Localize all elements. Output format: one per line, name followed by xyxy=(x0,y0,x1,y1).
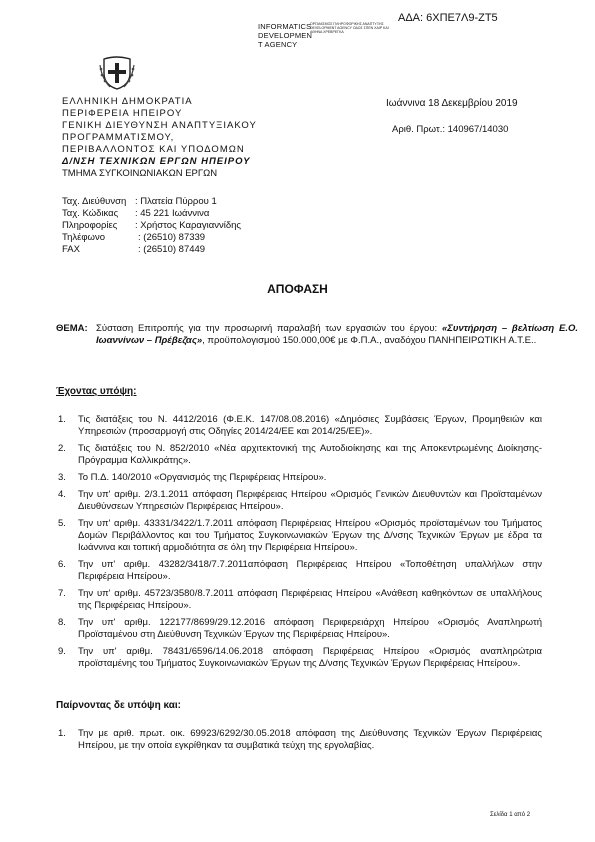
protocol-number: Αριθ. Πρωτ.: 140967/14030 xyxy=(392,124,509,135)
subject-text-end: , προϋπολογισμού 150.000,00€ με Φ.Π.Α., αναδόχου ΠΑΝΗΠΕΙΡΩΤΙΚΗ Α.Τ.Ε.. xyxy=(202,335,537,346)
additional-considerations-list xyxy=(56,728,542,757)
item-number: 6. xyxy=(58,559,66,570)
header-directorate: Δ/ΝΣΗ ΤΕΧΝΙΚΩΝ ΕΡΓΩΝ ΗΠΕΙΡΟΥ xyxy=(62,156,251,167)
address-label: Ταχ. Διεύθυνση xyxy=(62,196,127,207)
item-number: 7. xyxy=(58,588,66,599)
fax-label: FAX xyxy=(62,244,80,255)
address-value: : Πλατεία Πύρρου 1 xyxy=(135,196,217,207)
logo-line-1: INFORMATICS xyxy=(258,22,312,31)
phone-value: : (26510) 87339 xyxy=(138,232,206,243)
list-item xyxy=(56,588,542,612)
ada-code: ΑΔΑ: 6ΧΠΕ7Λ9-ΖΤ5 xyxy=(398,12,498,24)
subject-text-start: Σύσταση Επιτροπής για την προσωρινή παραλαβή των εργασιών του έργου: xyxy=(96,323,442,334)
item-number: 2. xyxy=(58,443,66,454)
info-contact-value: : Χρήστος Καραγιαννίδης xyxy=(135,220,242,231)
item-number: 8. xyxy=(58,617,66,628)
logo-line-2: DEVELOPMEN xyxy=(258,31,313,40)
info-contact-label: Πληροφορίες xyxy=(62,220,118,231)
item-text: Την υπ' αριθμ. 43331/3422/1.7.2011 απόφαση Περιφέρειας Ηπείρου «Ορισμός προϊσταμένων του Τμήματος Δομών Περιβάλλοντος και του Τμήματος Συγκοινωνιακών Έργων της Δ/νσης Τεχνικών Έργων με έδρα τα Ιωάννινα και τοπική αρμοδιότητα σε όλη την Περιφέρεια Ηπείρου». xyxy=(78,518,542,553)
item-number: 9. xyxy=(58,646,66,657)
header-region: ΠΕΡΙΦΕΡΕΙΑ ΗΠΕΙΡΟΥ xyxy=(62,108,183,119)
list-item xyxy=(56,518,542,554)
item-number: 5. xyxy=(58,518,66,529)
fax-value: : (26510) 87449 xyxy=(138,244,206,255)
header-general-directorate: ΓΕΝΙΚΗ ΔΙΕΥΘΥΝΣΗ ΑΝΑΠΤΥΞΙΑΚΟΥ xyxy=(62,120,257,131)
considering-heading: Έχοντας υπόψη: xyxy=(56,386,137,397)
document-title: ΑΠΟΦΑΣΗ xyxy=(267,282,328,296)
greek-emblem-icon xyxy=(98,55,136,91)
header-environment: ΠΕΡΙΒΑΛΛΟΝΤΟΣ ΚΑΙ ΥΠΟΔΟΜΩΝ xyxy=(62,144,245,155)
list-item xyxy=(56,472,542,484)
list-item xyxy=(56,414,542,438)
header-programming: ΠΡΟΓΡΑΜΜΑΤΙΣΜΟΥ, xyxy=(62,132,175,143)
logo-line-3: T AGENCY xyxy=(258,40,298,49)
header-department: ΤΜΗΜΑ ΣΥΓΚΟΙΝΩΝΙΑΚΩΝ ΕΡΓΩΝ xyxy=(62,168,218,179)
item-text: Το Π.Δ. 140/2010 «Οργανισμός της Περιφέρειας Ηπείρου». xyxy=(78,472,327,483)
phone-label: Τηλέφωνο xyxy=(62,232,105,243)
item-text: Την υπ' αριθμ. 45723/3580/8.7.2011 απόφαση Περιφέρειας Ηπείρου «Ανάθεση καθηκόντων σε υπαλλήλους της Περιφέρειας Ηπείρου». xyxy=(78,588,542,611)
page-number: Σελίδα 1 από 2 xyxy=(490,812,531,818)
item-number: 3. xyxy=(58,472,66,483)
list-item xyxy=(56,646,542,670)
list-item xyxy=(56,559,542,583)
logo-small-text: ΟΡΓΑΝΙΣΜΟΣ ΠΛΗΡΟΦΟΡΙΚΗΣ ΑΝΑΠΤΥΞΗΣ DEVELOPMENT AGENCY ΟΔΟΣ ΣΠΕΝ ΧΑΙΡ ΚΑΙ ΑΘΗΝΑ ΧΡΕΒΡΕΓΚΑ xyxy=(310,22,389,34)
item-text: Την υπ' αριθμ. 43282/3418/7.7.2011απόφαση Περιφέρειας Ηπείρου «Τοποθέτηση υπαλλήλων στην Περιφέρεια Ηπείρου». xyxy=(78,559,542,582)
document-date: Ιωάννινα 18 Δεκεμβρίου 2019 xyxy=(386,98,518,109)
item-text: Τις διατάξεις του Ν. 4412/2016 (Φ.Ε.Κ. 147/08.08.2016) «Δημόσιες Συμβάσεις Έργων, Προμηθειών και Υπηρεσιών (προσαρμογή στις Οδηγίες 2014/24/ΕΕ και 2014/25/ΕΕ)». xyxy=(78,414,542,437)
item-text: Την υπ' αριθμ. 2/3.1.2011 απόφαση Περιφέρειας Ηπείρου «Ορισμός Γενικών Διευθυντών και Προϊσταμένων Διευθύνσεων Υπηρεσιών Περιφέρειας Ηπείρου». xyxy=(78,489,542,512)
item-number: 1. xyxy=(58,414,66,425)
contact-block xyxy=(0,196,595,266)
taking-into-account-heading: Παίρνοντας δε υπόψη και: xyxy=(56,700,181,711)
postal-code-value: : 45 221 Ιωάννινα xyxy=(135,208,210,219)
item-text: Την υπ' αριθμ. 122177/8699/29.12.2016 απόφαση Περιφερειάρχη Ηπείρου «Ορισμός Αναπληρωτή Προϊσταμένου στη Διεύθυνση Τεχνικών Έργων της Περιφέρειας Ηπείρου». xyxy=(78,617,542,640)
list-item xyxy=(56,617,542,641)
list-item xyxy=(56,728,542,752)
informatics-agency-logo xyxy=(258,22,398,62)
list-item xyxy=(56,443,542,467)
list-item xyxy=(56,489,542,513)
item-text: Την υπ' αριθμ. 78431/6596/14.06.2018 απόφαση Περιφέρειας Ηπείρου «Ορισμός αναπληρώτρια προϊσταμένης του Τμήματος Συγκοινωνιακών Έργων της Δ/νσης Τεχνικών Έργων Περιφέρειας Ηπείρου». xyxy=(78,646,542,669)
item-text: Τις διατάξεις του Ν. 852/2010 «Νέα αρχιτεκτονική της Αυτοδιοίκησης και της Αποκεντρωμένης Διοίκησης- Πρόγραμμα Καλλικράτης». xyxy=(78,443,542,466)
subject-text xyxy=(96,323,578,347)
considerations-list xyxy=(56,414,542,675)
subject-block xyxy=(56,323,580,363)
item-text: Την με αριθ. πρωτ. οικ. 69923/6292/30.05.2018 απόφαση της Διεύθυνσης Τεχνικών Έργων Περιφέρειας Ηπείρου, με την οποία εγκρίθηκαν τα συμβατικά τεύχη της εργολαβίας. xyxy=(78,728,542,751)
header-country: ΕΛΛΗΝΙΚΗ ΔΗΜΟΚΡΑΤΙΑ xyxy=(62,96,193,107)
item-number: 4. xyxy=(58,489,66,500)
postal-code-label: Ταχ. Κώδικας xyxy=(62,208,119,219)
subject-label: ΘΕΜΑ: xyxy=(56,323,88,334)
project-name: «Συντήρηση – βελτίωση Ε.Ο. Ιωαννίνων – Πρέβεζας» xyxy=(96,323,578,346)
item-number: 1. xyxy=(58,728,66,739)
